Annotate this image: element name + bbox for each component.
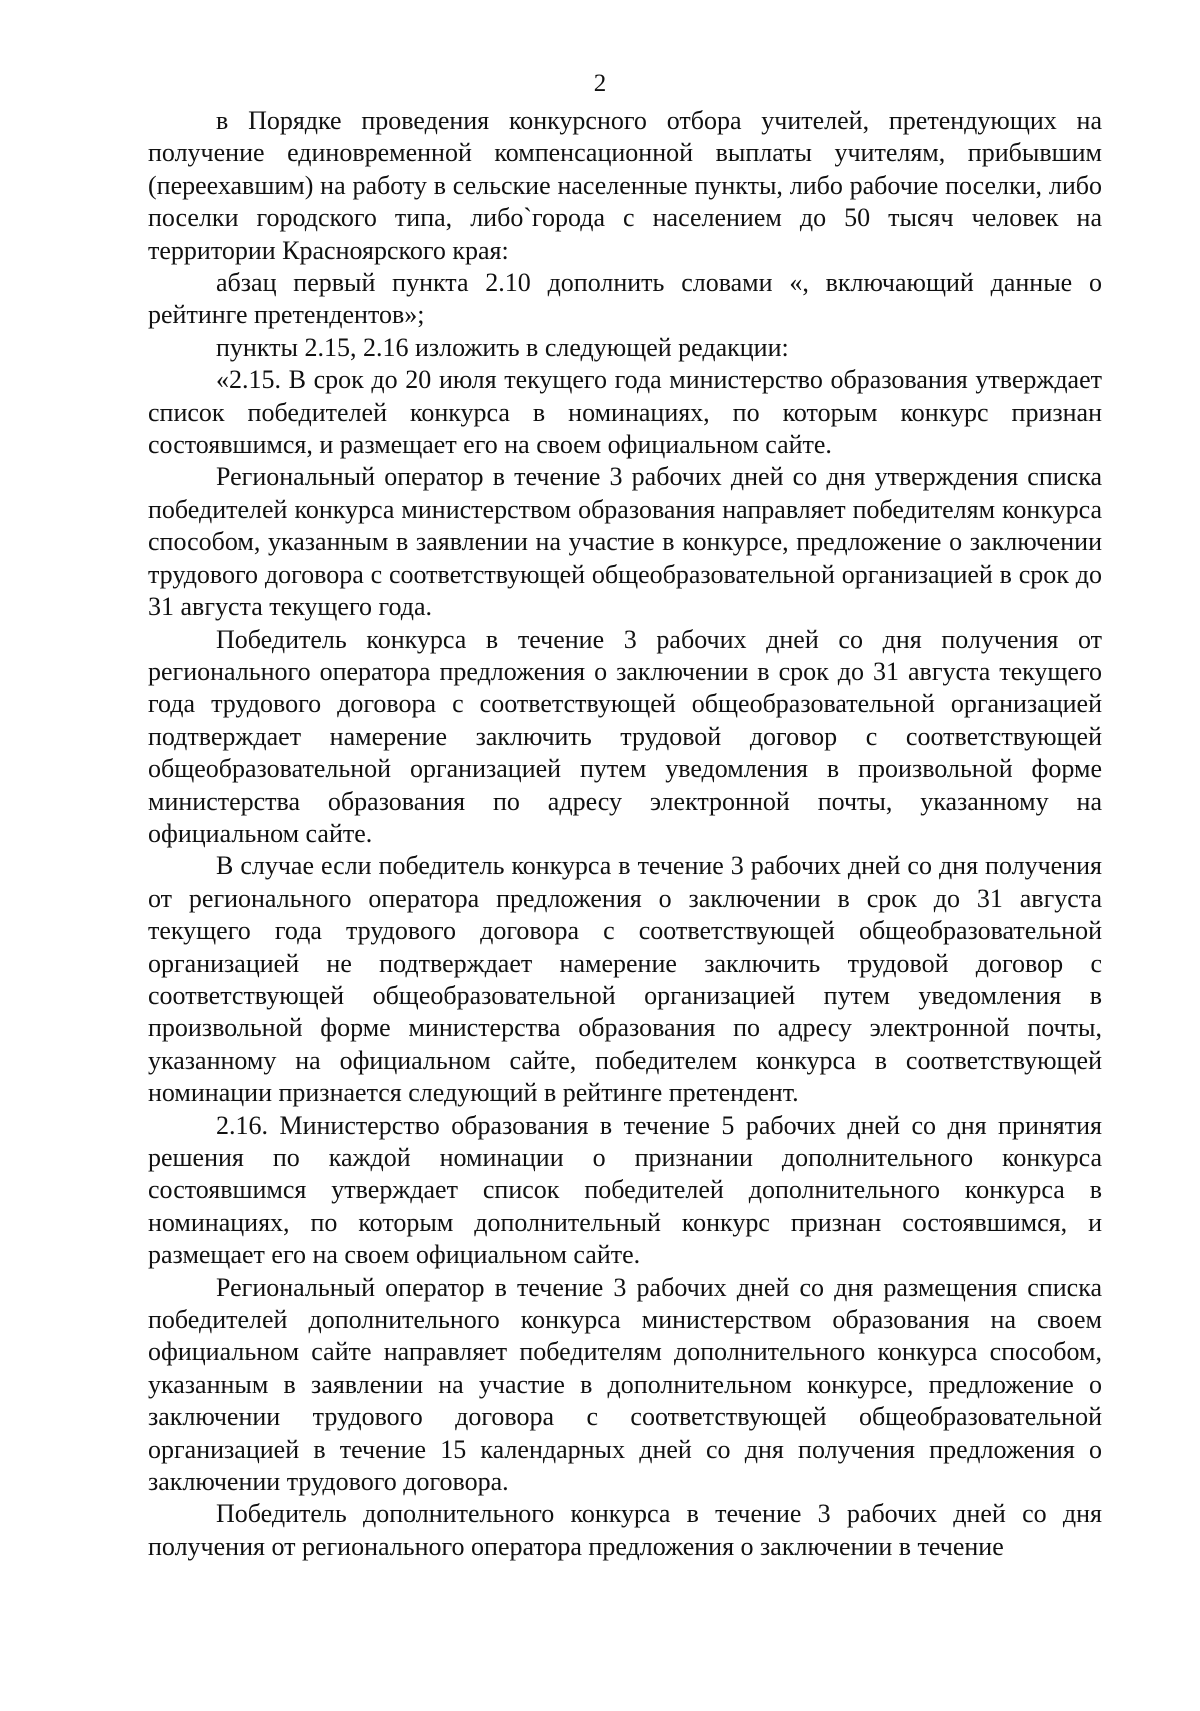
document-body bbox=[148, 105, 1102, 1563]
paragraph: Региональный оператор в течение 3 рабочих дней со дня размещения списка победителей дополнительного конкурса министерством образования на своем официальном сайте направляет победителям дополнительного конкурса способом, указанным в заявлении на участие в дополнительном конкурсе, предложение о заключении трудового договора с соответствующей общеобразовательной организацией в течение 15 календарных дней со дня получения предложения о заключении трудового договора. bbox=[148, 1272, 1102, 1497]
paragraph: в Порядке проведения конкурсного отбора учителей, претендующих на получение единовременной компенсационной выплаты учителям, прибывшим (переехавшим) на работу в сельские населенные пункты, либо рабочие поселки, либо поселки городского типа, либо`города с населением до 50 тысяч человек на территории Красноярского края: bbox=[148, 106, 1102, 265]
paragraph: Региональный оператор в течение 3 рабочих дней со дня утверждения списка победителей конкурса министерством образования направляет победителям конкурса способом, указанным в заявлении на участие в конкурсе, предложение о заключении трудового договора с соответствующей общеобразовательной организацией в срок до 31 августа текущего года. bbox=[148, 462, 1102, 622]
paragraph: «2.15. В срок до 20 июля текущего года министерство образования утверждает список победителей конкурса в номинациях, по которым конкурс признан состоявшимся, и размещает его на своем официальном сайте. bbox=[148, 365, 1102, 460]
paragraph: пункты 2.15, 2.16 изложить в следующей редакции: bbox=[216, 332, 789, 362]
page-number: 2 bbox=[593, 70, 607, 97]
paragraph: В случае если победитель конкурса в течение 3 рабочих дней со дня получения от регионального оператора предложения о заключении в срок до 31 августа текущего года трудового договора с соответствующей общеобразовательной организацией не подтверждает намерение заключить трудовой договор с соответствующей общеобразовательной организацией путем уведомления в произвольной форме министерства образования по адресу электронной почты, указанному на официальном сайте, победителем конкурса в соответствующей номинации признается следующий в рейтинге претендент. bbox=[148, 851, 1102, 1108]
paragraph: 2.16. Министерство образования в течение 5 рабочих дней со дня принятия решения по каждой номинации о признании дополнительного конкурса состоявшимся утверждает список победителей дополнительного конкурса в номинациях, по которым дополнительный конкурс признан состоявшимся, и размещает его на своем официальном сайте. bbox=[148, 1110, 1102, 1270]
paragraph: Победитель конкурса в течение 3 рабочих дней со дня получения от регионального оператора предложения о заключении в срок до 31 августа текущего года трудового договора с соответствующей общеобразовательной организацией подтверждает намерение заключить трудовой договор с соответствующей общеобразовательной организацией путем уведомления в произвольной форме министерства образования по адресу электронной почты, указанному на официальном сайте. bbox=[148, 624, 1102, 848]
paragraph: Победитель дополнительного конкурса в течение 3 рабочих дней со дня получения от регионального оператора предложения о заключении в течение bbox=[148, 1499, 1102, 1561]
paragraph: абзац первый пункта 2.10 дополнить словами «, включающий данные о рейтинге претендентов»; bbox=[148, 268, 1102, 330]
